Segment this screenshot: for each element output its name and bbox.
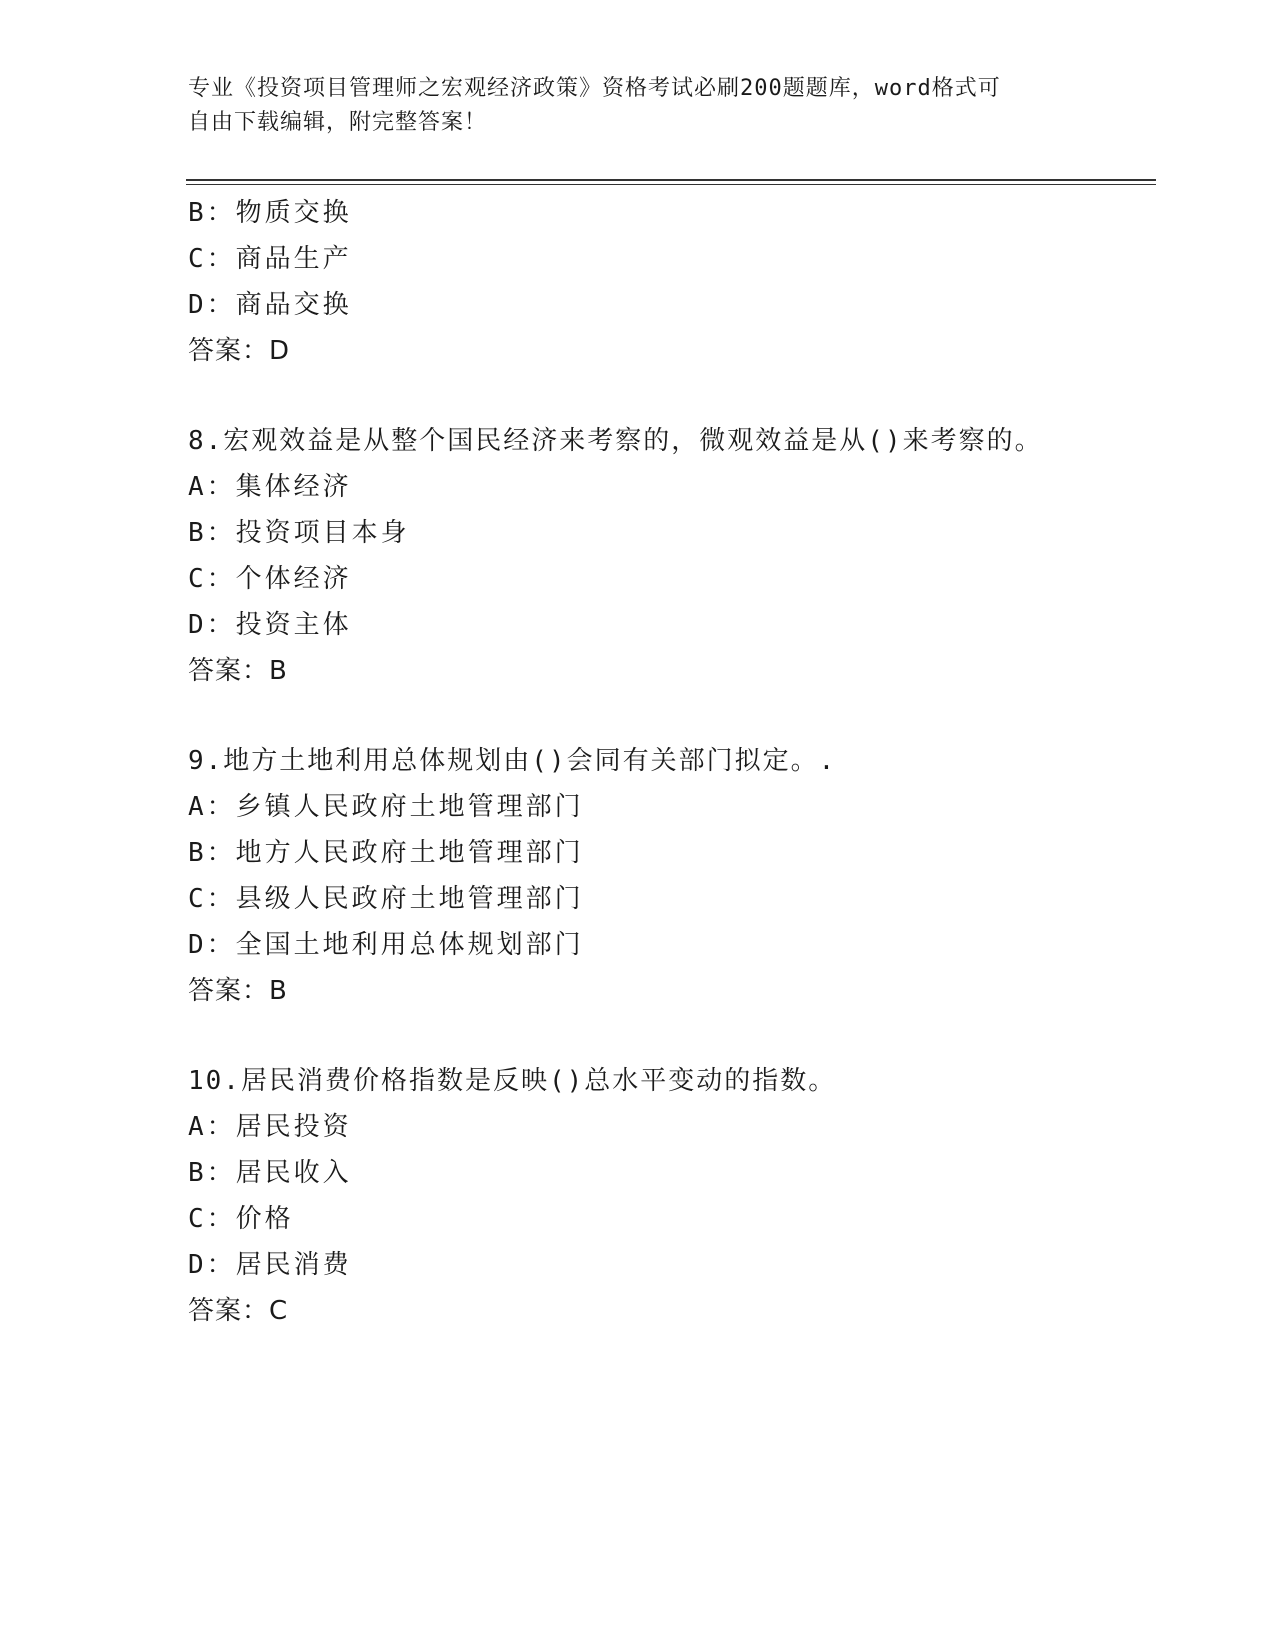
option-b: B：投资项目本身 — [188, 518, 410, 548]
answer: 答案：B — [188, 656, 288, 686]
option-c: C：商品生产 — [188, 244, 352, 274]
option-d: D：商品交换 — [188, 290, 352, 320]
question-9 — [188, 738, 1148, 1014]
header-line-2: 自由下载编辑，附完整答案！ — [188, 110, 488, 135]
header-rule-thin — [186, 184, 1156, 185]
question-10 — [188, 1058, 1148, 1334]
option-c: C：县级人民政府土地管理部门 — [188, 884, 584, 914]
header-line-1: 专业《投资项目管理师之宏观经济政策》资格考试必刷200题题库，word格式可 — [188, 76, 1001, 101]
option-b: B：物质交换 — [188, 198, 352, 228]
option-d: D：投资主体 — [188, 610, 352, 640]
question-list — [188, 190, 1148, 1334]
option-c: C：个体经济 — [188, 564, 352, 594]
question-stem: 8.宏观效益是从整个国民经济来考察的，微观效益是从()来考察的。 — [188, 426, 1043, 456]
option-a: A：乡镇人民政府土地管理部门 — [188, 792, 584, 822]
option-a: A：集体经济 — [188, 472, 352, 502]
answer: 答案：D — [188, 336, 291, 366]
option-b: B：地方人民政府土地管理部门 — [188, 838, 584, 868]
option-a: A：居民投资 — [188, 1112, 352, 1142]
option-c: C：价格 — [188, 1204, 294, 1234]
question-stem: 10.居民消费价格指数是反映()总水平变动的指数。 — [188, 1066, 837, 1096]
document-header — [188, 72, 1068, 140]
question-8 — [188, 418, 1148, 694]
answer: 答案：B — [188, 976, 288, 1006]
header-rule-thick — [186, 179, 1156, 181]
option-d: D：全国土地利用总体规划部门 — [188, 930, 584, 960]
option-d: D：居民消费 — [188, 1250, 352, 1280]
option-b: B：居民收入 — [188, 1158, 352, 1188]
answer: 答案：C — [188, 1296, 289, 1326]
question-fragment — [188, 190, 1148, 374]
question-stem: 9.地方土地利用总体规划由()会同有关部门拟定。. — [188, 746, 837, 776]
